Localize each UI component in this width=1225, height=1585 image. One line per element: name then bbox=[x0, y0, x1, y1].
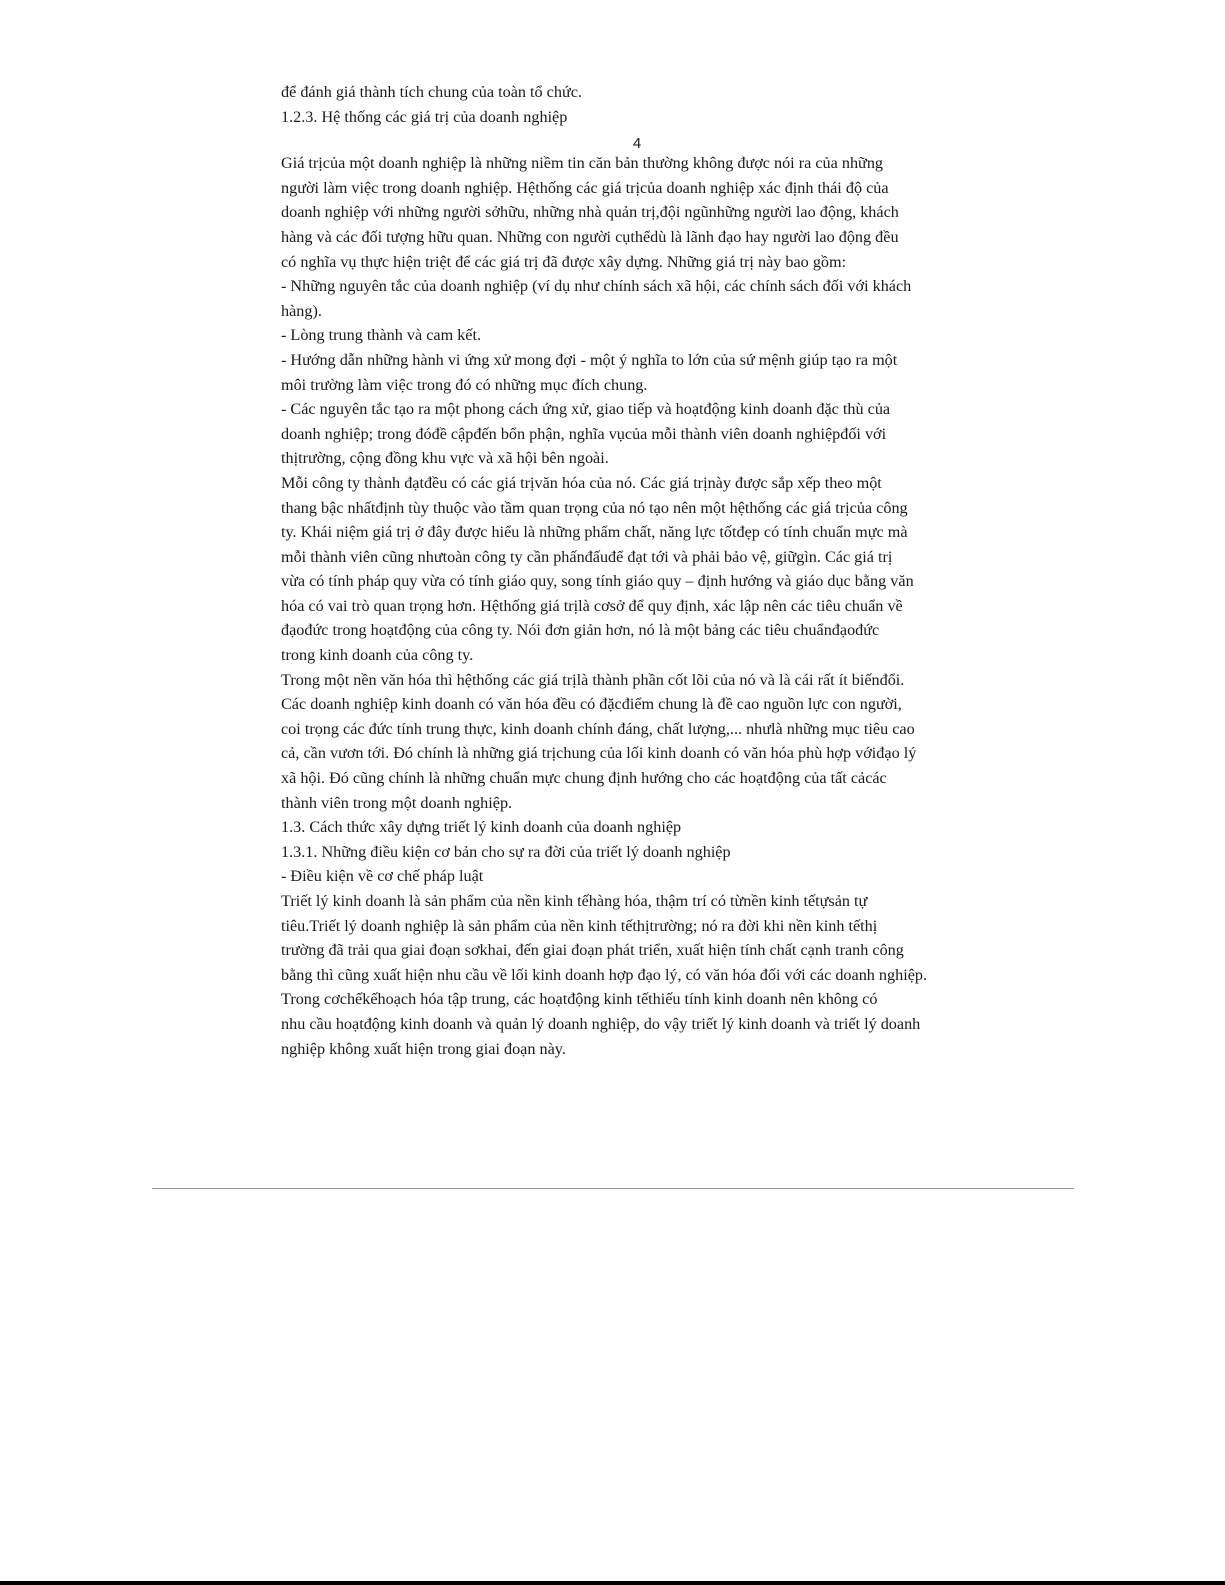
text-line: xã hội. Đó cũng chính là những chuẩn mực chung định hướng cho các hoạtđộng của tất cảcác bbox=[281, 769, 887, 788]
text-line: Các doanh nghiệp kinh doanh có văn hóa đều có đặcđiểm chung là đề cao nguồn lực con người, bbox=[281, 695, 902, 714]
section-heading: 1.3.1. Những điều kiện cơ bản cho sự ra đời của triết lý doanh nghiệp bbox=[281, 842, 731, 861]
text-line: nhu cầu hoạtđộng kinh doanh và quản lý doanh nghiệp, do vậy triết lý kinh doanh và triết lý doanh bbox=[281, 1014, 921, 1033]
bullet-line: - Hướng dẫn những hành vi ứng xử mong đợi - một ý nghĩa to lớn của sứ mệnh giúp tạo ra một bbox=[281, 350, 898, 369]
page-divider bbox=[152, 1188, 1074, 1189]
text-line: hóa có vai trò quan trọng hơn. Hệthống giá trịlà cơsở để quy định, xác lập nên các tiêu chuẩn về bbox=[281, 596, 903, 615]
document-body bbox=[281, 80, 981, 1061]
section-heading: 1.3. Cách thức xây dựng triết lý kinh doanh của doanh nghiệp bbox=[281, 818, 682, 837]
text-line: Triết lý kinh doanh là sản phẩm của nền kinh tếhàng hóa, thậm trí có từnền kinh tếtựsản tự bbox=[281, 892, 868, 910]
text-line: Trong cơchếkếhoạch hóa tập trung, các hoạtđộng kinh tếthiếu tính kinh doanh nên không có bbox=[281, 990, 878, 1009]
text-line: ty. Khái niệm giá trị ở đây được hiểu là những phẩm chất, năng lực tốtđẹp có tính chuẩn mực mà bbox=[281, 523, 908, 542]
text-line: Mỗi công ty thành đạtđều có các giá trịvăn hóa của nó. Các giá trịnày được sắp xếp theo một bbox=[281, 473, 882, 492]
text-line: doanh nghiệp với những người sởhữu, những nhà quản trị,đội ngũnhững người lao động, khách bbox=[281, 203, 899, 222]
text-line: thành viên trong một doanh nghiệp. bbox=[281, 793, 513, 812]
text-line: Trong một nền văn hóa thì hệthống các giá trịlà thành phần cốt lõi của nó và là cái rất ít biếnđổi. bbox=[281, 670, 905, 689]
section-heading: 1.2.3. Hệ thống các giá trị của doanh nghiệp bbox=[281, 107, 568, 126]
text-line: hàng và các đối tượng hữu quan. Những con người cụthểdù là lãnh đạo hay người lao động đều bbox=[281, 227, 899, 246]
text-line: có nghĩa vụ thực hiện triệt để các giá trị đã được xây dựng. Những giá trị này bao gồm: bbox=[281, 252, 847, 271]
text-line: cả, cần vươn tới. Đó chính là những giá trịchung của lối kinh doanh có văn hóa phù hợp vớiđạo lý bbox=[281, 744, 917, 763]
bullet-line: - Những nguyên tắc của doanh nghiệp (ví dụ như chính sách xã hội, các chính sách đối với khách bbox=[281, 277, 912, 296]
text-line: Giá trịcủa một doanh nghiệp là những niềm tin căn bản thường không được nói ra của những bbox=[281, 154, 884, 173]
text-line: bằng thì cũng xuất hiện nhu cầu về lối kinh doanh hợp đạo lý, có văn hóa đối với các doanh nghiệp. bbox=[281, 965, 928, 984]
text-line: doanh nghiệp; trong đóđề cậpđến bổn phận, nghĩa vụcủa mỗi thành viên doanh nghiệpđối với bbox=[281, 424, 887, 443]
text-line: thang bậc nhấtđịnh tùy thuộc vào tầm quan trọng của nó tạo nên một hệthống các giá trịcủa công bbox=[281, 498, 908, 517]
text-line: trường đã trải qua giai đoạn sơkhai, đến giai đoạn phát triển, xuất hiện tính chất cạnh tranh công bbox=[281, 941, 904, 960]
text-line: để đánh giá thành tích chung của toàn tổ chức. bbox=[281, 83, 582, 101]
text-line: trong kinh doanh của công ty. bbox=[281, 646, 474, 665]
bullet-line: - Các nguyên tắc tạo ra một phong cách ứng xử, giao tiếp và hoạtđộng kinh doanh đặc thù của bbox=[281, 400, 891, 419]
text-line: vừa có tính pháp quy vừa có tính giáo quy, song tính giáo quy – định hướng và giáo dục bằng văn bbox=[281, 572, 914, 591]
text-line: môi trường làm việc trong đó có những mục đích chung. bbox=[281, 375, 648, 394]
text-line: người làm việc trong doanh nghiệp. Hệthống các giá trịcủa doanh nghiệp xác định thái độ của bbox=[281, 178, 889, 197]
text-line: hàng). bbox=[281, 301, 322, 320]
bullet-line: - Lòng trung thành và cam kết. bbox=[281, 326, 482, 345]
text-line: coi trọng các đức tính trung thực, kinh doanh chính đáng, chất lượng,... nhưlà những mục tiêu cao bbox=[281, 719, 915, 738]
text-line: tiêu.Triết lý doanh nghiệp là sản phẩm của nền kinh tếthịtrường; nó ra đời khi nền kinh tếthị bbox=[281, 916, 878, 935]
text-line: thịtrường, cộng đồng khu vực và xã hội bên ngoài. bbox=[281, 449, 609, 468]
bottom-edge-rule bbox=[0, 1581, 1225, 1585]
text-line: mỗi thành viên cũng nhưtoàn công ty cần phấnđấuđể đạt tới và phải bảo vệ, giữgìn. Các giá trị bbox=[281, 547, 893, 566]
text-line: đạođức trong hoạtđộng của công ty. Nói đơn giản hơn, nó là một bảng các tiêu chuẩnđạođức bbox=[281, 621, 880, 640]
page-number: 4 bbox=[632, 135, 642, 153]
text-line: nghiệp không xuất hiện trong giai đoạn này. bbox=[281, 1039, 566, 1058]
bullet-line: - Điều kiện về cơ chế pháp luật bbox=[281, 867, 484, 886]
